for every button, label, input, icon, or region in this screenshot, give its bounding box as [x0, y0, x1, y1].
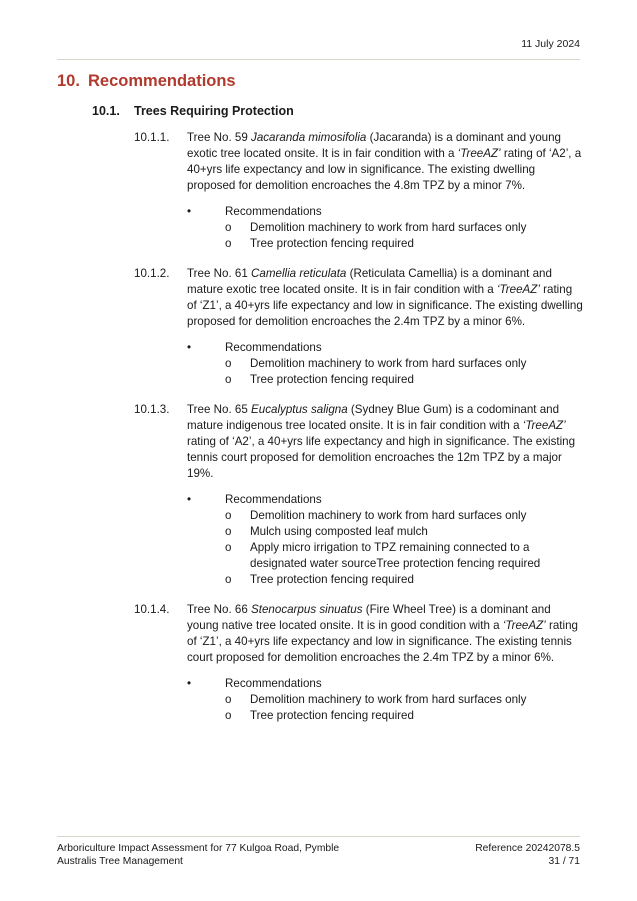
- circle-bullet-icon: o: [225, 221, 232, 234]
- species-name: Camellia reticulata: [251, 267, 347, 280]
- species-name: Jacaranda mimosifolia: [251, 131, 367, 144]
- circle-bullet-icon: o: [225, 373, 232, 386]
- report-title: Arboriculture Impact Assessment for 77 Kulgoa Road, Pymble: [57, 843, 340, 854]
- bullet-icon: •: [187, 205, 192, 218]
- subsection-title: Trees Requiring Protection: [134, 104, 294, 118]
- footer-right: [475, 842, 580, 868]
- company-name: Australis Tree Management: [57, 856, 183, 867]
- recommendation-item: o Demolition machinery to work from hard surfaces only: [225, 357, 527, 370]
- bullet-icon: •: [187, 677, 192, 690]
- species-name: Eucalyptus saligna: [251, 403, 348, 416]
- document-date: 11 July 2024: [521, 38, 580, 50]
- section-heading: [57, 72, 236, 91]
- item-description: Tree No. 59 Jacaranda mimosifolia (Jacaranda) is a dominant and young exotic tree located onsite. It is in fair condition with a ‘TreeAZ’ rating of ‘A2’, a 40+yrs life expectancy and low in significance. The existing dwelling proposed for demolition encroaches the 4.8m TPZ by a minor 7%.: [187, 131, 582, 192]
- recommendations: [0, 676, 637, 724]
- section-number: 10.: [57, 72, 80, 90]
- item-number: 10.1.3.: [134, 403, 170, 416]
- recommendations-heading: • Recommendations: [187, 341, 322, 354]
- recommendation-item: o Demolition machinery to work from hard surfaces only: [225, 693, 527, 706]
- circle-bullet-icon: o: [225, 693, 232, 706]
- bullet-icon: •: [187, 493, 192, 506]
- recommendations: [0, 204, 637, 252]
- tree-item: [0, 130, 637, 252]
- circle-bullet-icon: o: [225, 709, 232, 722]
- tree-item: [0, 602, 637, 724]
- footer-divider: [57, 836, 580, 837]
- circle-bullet-icon: o: [225, 357, 232, 370]
- recommendations: [0, 492, 637, 588]
- reference-number: Reference 20242078.5: [475, 843, 580, 854]
- circle-bullet-icon: o: [225, 509, 232, 522]
- recommendation-item: o Tree protection fencing required: [225, 709, 414, 722]
- item-description: Tree No. 61 Camellia reticulata (Reticulata Camellia) is a dominant and mature exotic tree located onsite. It is in fair condition with a ‘TreeAZ’ rating of ‘Z1’, a 40+yrs life expectancy and low in significance. The existing dwelling proposed for demolition encroaches the 2.4m TPZ by a minor 6%.: [187, 267, 583, 328]
- page-number: 31 / 71: [548, 856, 580, 867]
- recommendation-item: o Demolition machinery to work from hard surfaces only: [225, 509, 527, 522]
- recommendation-item: o Demolition machinery to work from hard surfaces only: [225, 221, 527, 234]
- recommendation-item: o Tree protection fencing required: [225, 237, 414, 250]
- recommendation-item: o Tree protection fencing required: [225, 573, 414, 586]
- recommendations: [0, 340, 637, 388]
- item-number: 10.1.4.: [134, 603, 170, 616]
- item-number: 10.1.2.: [134, 267, 170, 280]
- rating-system: ‘TreeAZ’: [457, 147, 501, 160]
- tree-item: [0, 266, 637, 388]
- recommendation-item: o Tree protection fencing required: [225, 373, 414, 386]
- bullet-icon: •: [187, 341, 192, 354]
- recommendation-item: o Mulch using composted leaf mulch: [225, 525, 428, 538]
- section-title: Recommendations: [88, 72, 236, 90]
- header-divider: [57, 59, 580, 60]
- circle-bullet-icon: o: [225, 541, 232, 554]
- circle-bullet-icon: o: [225, 237, 232, 250]
- circle-bullet-icon: o: [225, 573, 232, 586]
- rating-system: ‘TreeAZ’: [496, 283, 540, 296]
- subsection-heading: [92, 104, 294, 118]
- content: [0, 130, 637, 738]
- rating-system: ‘TreeAZ’: [522, 419, 566, 432]
- recommendations-heading: • Recommendations: [187, 493, 322, 506]
- circle-bullet-icon: o: [225, 525, 232, 538]
- species-name: Stenocarpus sinuatus: [251, 603, 363, 616]
- footer-left: [57, 842, 339, 868]
- item-description: Tree No. 66 Stenocarpus sinuatus (Fire Wheel Tree) is a dominant and young native tree located onsite. It is in good condition with a ‘TreeAZ’ rating of ‘Z1’, a 40+yrs life expectancy and low in significance. The existing tennis court proposed for demolition encroaches the 2.4m TPZ by a minor 6%.: [187, 603, 578, 664]
- item-number: 10.1.1.: [134, 131, 170, 144]
- subsection-number: 10.1.: [92, 104, 120, 118]
- tree-item: [0, 402, 637, 588]
- recommendations-heading: • Recommendations: [187, 205, 322, 218]
- recommendation-item: o Apply micro irrigation to TPZ remaining connected to a designated water sourceTree protection fencing required: [225, 541, 541, 570]
- rating-system: ‘TreeAZ’: [502, 619, 546, 632]
- recommendations-heading: • Recommendations: [187, 677, 322, 690]
- item-description: Tree No. 65 Eucalyptus saligna (Sydney Blue Gum) is a codominant and mature indigenous tree located onsite. It is in fair condition with a ‘TreeAZ’ rating of ‘A2’, a 40+yrs life expectancy and high in significance. The existing tennis court proposed for demolition encroaches the 12m TPZ by a major 19%.: [187, 403, 576, 480]
